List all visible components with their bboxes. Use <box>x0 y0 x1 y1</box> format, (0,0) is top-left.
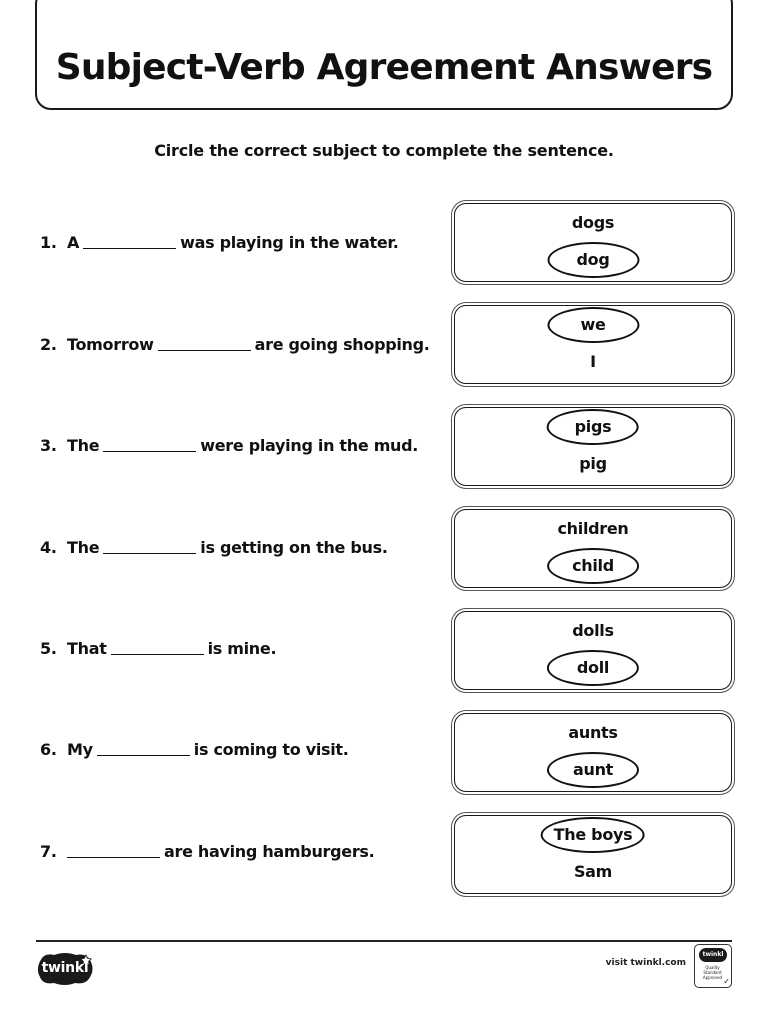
badge-logo: twinkl <box>699 948 727 962</box>
answer-option[interactable] <box>455 519 731 538</box>
answer-options-box <box>454 203 732 282</box>
check-icon: ✓ <box>723 977 730 986</box>
option-label: aunts <box>568 723 618 742</box>
answer-blank[interactable] <box>158 337 251 351</box>
option-label: pig <box>579 454 607 473</box>
logo-text: twinkl <box>41 960 89 976</box>
question-number: 5. <box>40 638 57 658</box>
sentence-start: That <box>67 638 107 658</box>
option-label: dog <box>576 250 610 269</box>
circled-answer <box>554 825 633 844</box>
option-label: dogs <box>571 213 615 232</box>
answer-options-box <box>454 815 732 894</box>
question-number: 3. <box>40 435 57 455</box>
answer-option[interactable] <box>455 352 731 371</box>
answer-blank[interactable] <box>103 540 196 554</box>
answer-option[interactable] <box>455 723 731 742</box>
instruction: Circle the correct subject to complete the sentence. <box>154 141 614 160</box>
option-label: children <box>557 519 629 538</box>
option-label: aunt <box>572 760 614 779</box>
question-row <box>40 324 440 364</box>
option-label: pigs <box>574 417 612 436</box>
sentence-start: The <box>67 435 100 455</box>
sentence-end: are having hamburgers. <box>164 841 375 861</box>
option-label: we <box>580 315 606 334</box>
circled-answer <box>577 250 610 269</box>
twinkl-logo-icon <box>36 952 94 986</box>
question-row <box>40 831 440 871</box>
option-label: dolls <box>572 621 614 640</box>
answer-blank[interactable] <box>67 844 160 858</box>
sentence-start: Tomorrow <box>67 334 154 354</box>
option-label: doll <box>576 658 610 677</box>
circled-answer <box>577 658 609 677</box>
question-row <box>40 222 440 262</box>
question-number: 6. <box>40 739 57 759</box>
answer-option[interactable] <box>455 621 731 640</box>
answer-blank[interactable] <box>97 742 190 756</box>
option-label: child <box>572 556 614 575</box>
title-box <box>35 0 733 110</box>
answer-blank[interactable] <box>111 641 204 655</box>
sentence-end: is coming to visit. <box>193 739 349 759</box>
question-number: 7. <box>40 841 57 861</box>
quality-standard-badge-icon <box>694 944 732 988</box>
answer-blank[interactable] <box>83 235 176 249</box>
question-row <box>40 729 440 769</box>
visit-link[interactable]: visit twinkl.com <box>605 958 686 968</box>
question-number: 4. <box>40 537 57 557</box>
answer-options-box <box>454 407 732 486</box>
sentence-end: was playing in the water. <box>180 232 399 252</box>
sentence-start: A <box>67 232 80 252</box>
question-row <box>40 527 440 567</box>
question-number: 1. <box>40 232 57 252</box>
sentence-start: My <box>67 739 93 759</box>
sentence-end: were playing in the mud. <box>200 435 419 455</box>
question-row <box>40 425 440 465</box>
badge-text: Quality Standard Approved <box>702 965 723 980</box>
page-title: Subject-Verb Agreement Answers <box>55 47 713 88</box>
sentence-end: is mine. <box>207 638 277 658</box>
circled-answer <box>575 417 612 436</box>
answer-blank[interactable] <box>103 438 196 452</box>
sentence-end: are going shopping. <box>254 334 430 354</box>
circled-answer <box>580 315 605 334</box>
answer-option[interactable] <box>455 862 731 881</box>
footer-divider <box>36 940 732 942</box>
answer-options-box <box>454 509 732 588</box>
answer-options-box <box>454 611 732 690</box>
answer-options-box <box>454 713 732 792</box>
sentence-start: The <box>67 537 100 557</box>
question-number: 2. <box>40 334 57 354</box>
answer-option[interactable] <box>455 454 731 473</box>
answer-options-box <box>454 305 732 384</box>
sentence-end: is getting on the bus. <box>200 537 388 557</box>
question-row <box>40 628 440 668</box>
option-label: I <box>590 352 596 371</box>
answer-option[interactable] <box>455 213 731 232</box>
option-label: Sam <box>573 862 613 881</box>
option-label: The boys <box>553 825 633 844</box>
circled-answer <box>573 760 613 779</box>
circled-answer <box>572 556 614 575</box>
